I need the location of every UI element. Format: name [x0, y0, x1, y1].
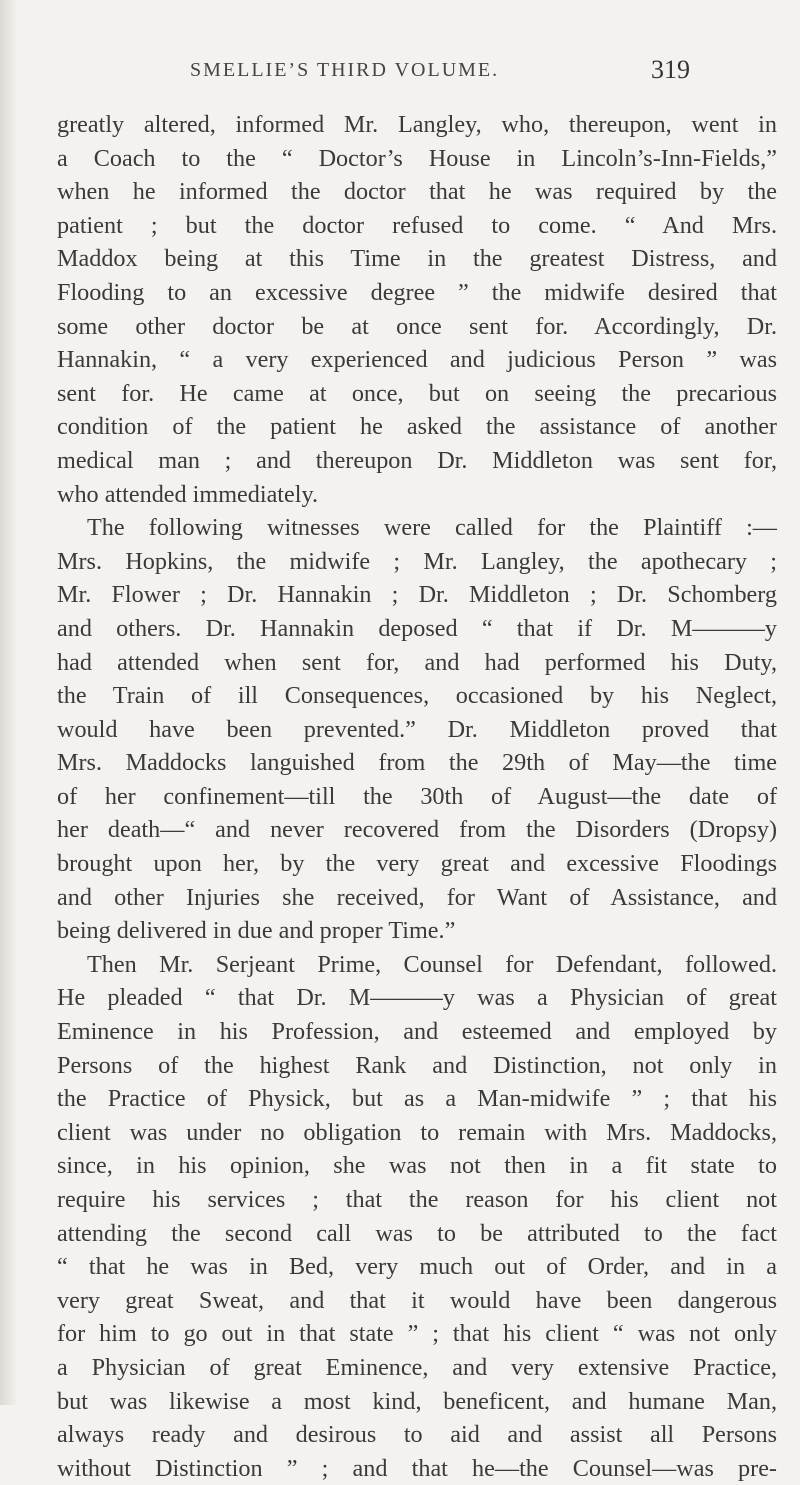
- text-line: when he informed the doctor that he was required by the: [57, 178, 777, 206]
- text-line: a Physician of great Eminence, and very extensive Practice,: [57, 1353, 777, 1381]
- text-line: but was likewise a most kind, beneficent, and humane Man,: [57, 1387, 777, 1415]
- text-line: Mrs. Hopkins, the midwife ; Mr. Langley, the apothecary ;: [57, 547, 777, 575]
- text-line: of her confinement—till the 30th of August—the date of: [57, 782, 777, 810]
- text-line: Persons of the highest Rank and Distinction, not only in: [57, 1051, 777, 1079]
- text-line: greatly altered, informed Mr. Langley, who, thereupon, went in: [57, 111, 777, 138]
- text-line: some other doctor be at once sent for. Accordingly, Dr.: [57, 312, 777, 340]
- running-head: [190, 52, 690, 88]
- running-title: SMELLIE’S THIRD VOLUME.: [190, 58, 500, 81]
- text-line: condition of the patient he asked the assistance of another: [57, 413, 777, 441]
- text-line: Hannakin, “ a very experienced and judicious Person ” was: [57, 346, 777, 374]
- text-line: Flooding to an excessive degree ” the midwife desired that: [57, 278, 777, 306]
- text-line: had attended when sent for, and had performed his Duty,: [57, 648, 777, 676]
- text-line: patient ; but the doctor refused to come. “ And Mrs.: [57, 211, 777, 239]
- text-line: being delivered in due and proper Time.”: [57, 917, 456, 945]
- text-line: sent for. He came at once, but on seeing the precarious: [57, 379, 777, 407]
- text-line: attending the second call was to be attributed to the fact: [57, 1219, 777, 1247]
- page-number: 319: [651, 55, 690, 84]
- text-line: medical man ; and thereupon Dr. Middleton was sent for,: [57, 446, 777, 474]
- text-line: for him to go out in that state ” ; that his client “ was not only: [57, 1320, 777, 1348]
- text-line: and others. Dr. Hannakin deposed “ that if Dr. M———y: [57, 614, 777, 642]
- text-line: the Train of ill Consequences, occasioned by his Neglect,: [57, 682, 777, 710]
- body-text: [57, 108, 777, 1485]
- text-line: and other Injuries she received, for Want of Assistance, and: [57, 883, 777, 911]
- text-line: a Coach to the “ Doctor’s House in Lincoln’s-Inn-Fields,”: [57, 144, 777, 172]
- page-gutter-shadow: [0, 0, 18, 1405]
- text-line: “ that he was in Bed, very much out of Order, and in a: [57, 1253, 777, 1281]
- text-line: Mrs. Maddocks languished from the 29th of May—the time: [57, 749, 777, 777]
- text-line: Then Mr. Serjeant Prime, Counsel for Defendant, followed.: [87, 950, 777, 978]
- text-line: who attended immediately.: [57, 480, 319, 508]
- text-line: very great Sweat, and that it would have been dangerous: [57, 1286, 777, 1314]
- text-line: Maddox being at this Time in the greatest Distress, and: [57, 245, 777, 273]
- text-line: always ready and desirous to aid and assist all Persons: [57, 1421, 777, 1449]
- text-line: her death—“ and never recovered from the Disorders (Dropsy): [57, 816, 777, 844]
- text-line: since, in his opinion, she was not then in a fit state to: [57, 1152, 777, 1180]
- text-line: the Practice of Physick, but as a Man-midwife ” ; that his: [57, 1085, 777, 1113]
- text-line: without Distinction ” ; and that he—the Counsel—was pre-: [57, 1454, 777, 1482]
- text-line: Mr. Flower ; Dr. Hannakin ; Dr. Middleton ; Dr. Schomberg: [57, 581, 777, 609]
- text-line: brought upon her, by the very great and excessive Floodings: [57, 850, 777, 878]
- text-line: would have been prevented.” Dr. Middleton proved that: [57, 715, 777, 743]
- text-line: He pleaded “ that Dr. M———y was a Physician of great: [57, 984, 777, 1012]
- text-line: The following witnesses were called for the Plaintiff :—: [87, 514, 777, 542]
- text-line: client was under no obligation to remain with Mrs. Maddocks,: [57, 1118, 777, 1146]
- text-line: require his services ; that the reason for his client not: [57, 1186, 777, 1213]
- text-line: Eminence in his Profession, and esteemed and employed by: [57, 1018, 777, 1046]
